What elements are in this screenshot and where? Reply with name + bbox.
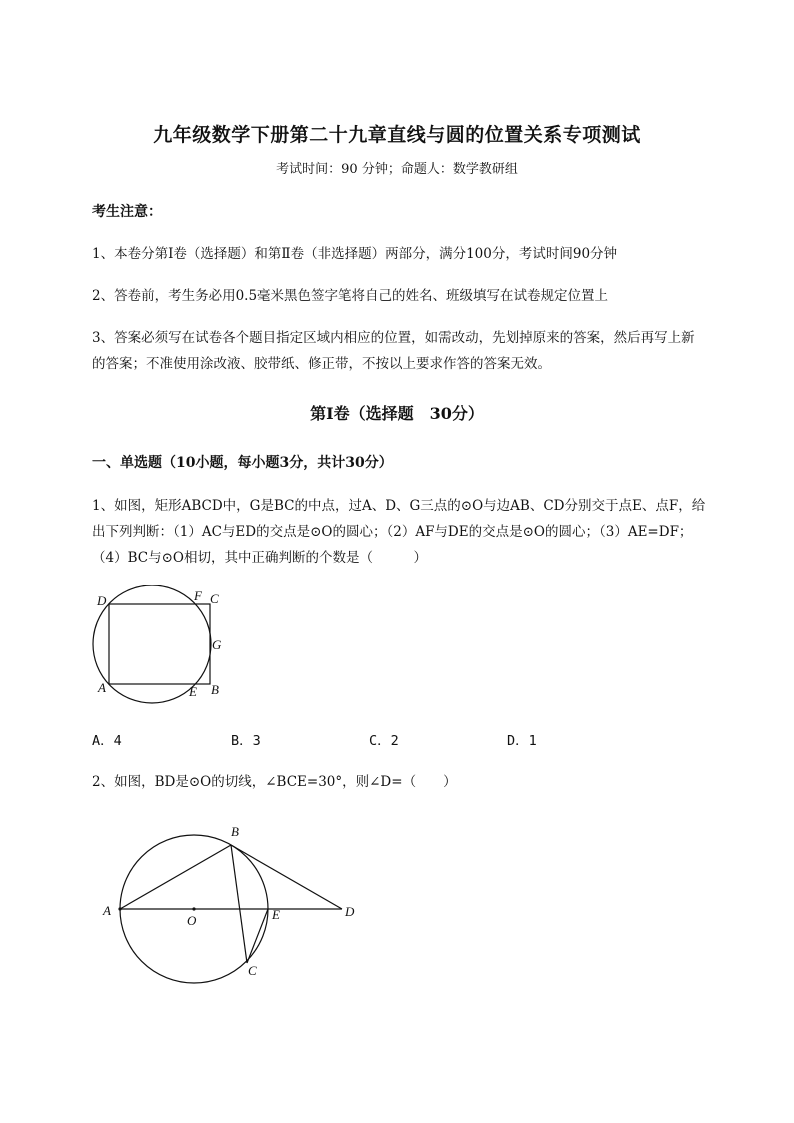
notice-item-2: 2、答卷前，考生务必用0.5毫米黑色签字笔将自己的姓名、班级填写在试卷规定位置上 <box>92 288 609 304</box>
notice-item-3-cont: 的答案；不准使用涂改液、胶带纸、修正带，不按以上要求作答的答案无效。 <box>92 356 551 372</box>
q1-line-2: 出下列判断：（1）AC与ED的交点是⊙O的圆心；（2）AF与DE的交点是⊙O的圆心；（3）AE=DF； <box>92 524 693 540</box>
label-E: E <box>272 907 280 922</box>
label-C: C <box>210 591 219 606</box>
notice-heading: 考生注意： <box>92 204 162 220</box>
point-a <box>118 907 121 910</box>
label-B: B <box>211 682 219 697</box>
segment-ce <box>247 909 268 963</box>
q1-choice-a[interactable]: A．4 <box>92 733 122 749</box>
label-F: F <box>194 588 202 603</box>
part-heading: 一、单选题（10小题，每小题3分，共计30分） <box>92 455 393 471</box>
segment-bc <box>231 845 247 963</box>
label-C: C <box>248 963 257 978</box>
label-O: O <box>187 913 197 928</box>
label-D: D <box>97 593 107 608</box>
q1-choice-d[interactable]: D．1 <box>507 733 537 749</box>
label-A: A <box>98 680 106 695</box>
label-A: A <box>103 903 111 918</box>
point-o <box>192 907 195 910</box>
exam-subtitle: 考试时间：90 分钟；命题人：数学教研组 <box>276 162 518 177</box>
notice-item-1: 1、本卷分第Ⅰ卷（选择题）和第Ⅱ卷（非选择题）两部分，满分100分，考试时间90分钟 <box>92 246 618 262</box>
q1-figure <box>85 585 235 705</box>
q1-line-1: 1、如图，矩形ABCD中，G是BC的中点，过A、D、G三点的⊙O与边AB、CD分别交于点E、点F，给 <box>92 498 706 514</box>
tangent-bd <box>231 845 342 909</box>
label-G: G <box>212 637 222 652</box>
label-B: B <box>231 824 239 839</box>
label-D: D <box>345 904 355 919</box>
exam-title: 九年级数学下册第二十九章直线与圆的位置关系专项测试 <box>153 124 641 146</box>
rectangle-abcd <box>109 604 210 684</box>
q1-line-3: （4）BC与⊙O相切，其中正确判断的个数是（ ） <box>92 550 427 566</box>
q2-text: 2、如图，BD是⊙O的切线，∠BCE=30°，则∠D=（ ） <box>92 774 457 790</box>
segment-ab <box>120 845 231 909</box>
q1-choice-c[interactable]: C．2 <box>369 733 399 749</box>
q1-choice-b[interactable]: B．3 <box>231 733 261 749</box>
notice-item-3: 3、答案必须写在试卷各个题目指定区域内相应的位置，如需改动，先划掉原来的答案，然后再写上新 <box>92 330 695 346</box>
q2-figure <box>95 818 370 988</box>
label-E: E <box>189 684 197 699</box>
section-title: 第Ⅰ卷（选择题 30分） <box>310 404 484 423</box>
